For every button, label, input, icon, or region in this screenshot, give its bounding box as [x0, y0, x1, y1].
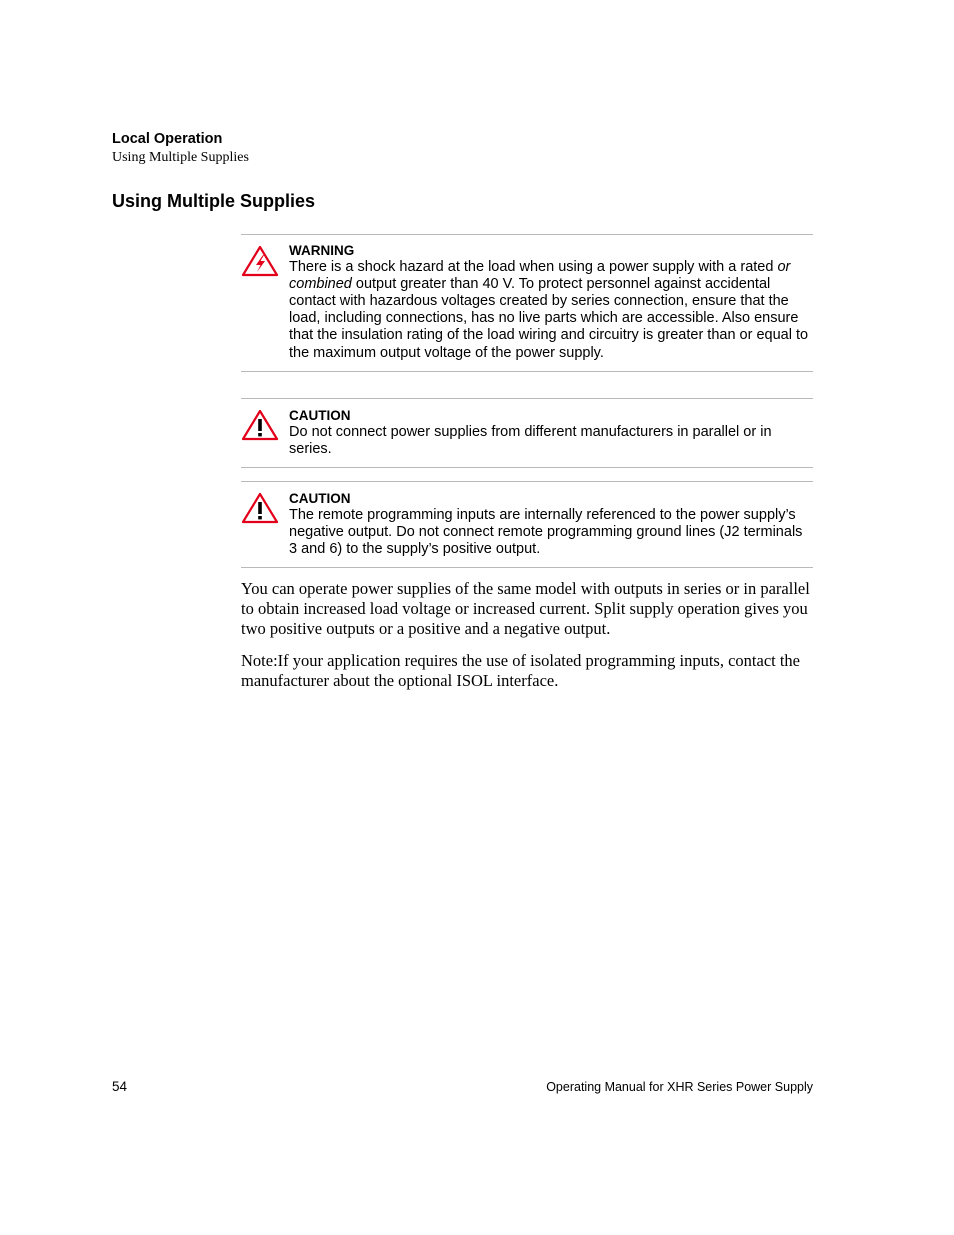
warning-notice: [241, 234, 813, 372]
footer-manual-title: Operating Manual for XHR Series Power Supply: [546, 1080, 813, 1094]
body-paragraph: You can operate power supplies of the same model with outputs in series or in parallel to obtain increased load voltage or increased current. Split supply operation gives you two positive outputs or a positive and a negative output.: [241, 579, 810, 638]
warning-label: WARNING: [289, 243, 355, 258]
running-header-subsection: Using Multiple Supplies: [112, 150, 249, 165]
warning-emphasis: or combined: [289, 259, 791, 293]
caution-label: CAUTION: [289, 408, 351, 423]
caution-notice: [241, 398, 813, 468]
page-number: 54: [112, 1079, 128, 1094]
warning-text: There is a shock hazard at the load when using a power supply with a rated or combined output greater than 40 V. To protect personnel against accidental contact with hazardous voltages created by series connection, ensure that the load, including connections, has no live parts which are accessible. Also ensure that the insulation rating of the load wiring and circuitry is greater than or equal to the maximum output voltage of the power supply.: [289, 259, 809, 361]
shock-hazard-icon: [241, 245, 279, 277]
running-header-section: Local Operation: [112, 131, 223, 147]
caution-notice: [241, 481, 813, 568]
exclamation-triangle-icon: [241, 492, 279, 524]
caution-text: The remote programming inputs are internally referenced to the power supply’s negative output. Do not connect remote programming ground lines (J2 terminals 3 and 6) to the supply’s positive output.: [289, 507, 803, 558]
page-title: Using Multiple Supplies: [112, 191, 316, 211]
caution-label: CAUTION: [289, 491, 351, 506]
caution-text: Do not connect power supplies from different manufacturers in parallel or in series.: [289, 424, 772, 458]
exclamation-triangle-icon: [241, 409, 279, 441]
note-paragraph: Note:If your application requires the use of isolated programming inputs, contact the manufacturer about the optional ISOL interface.: [241, 651, 801, 690]
